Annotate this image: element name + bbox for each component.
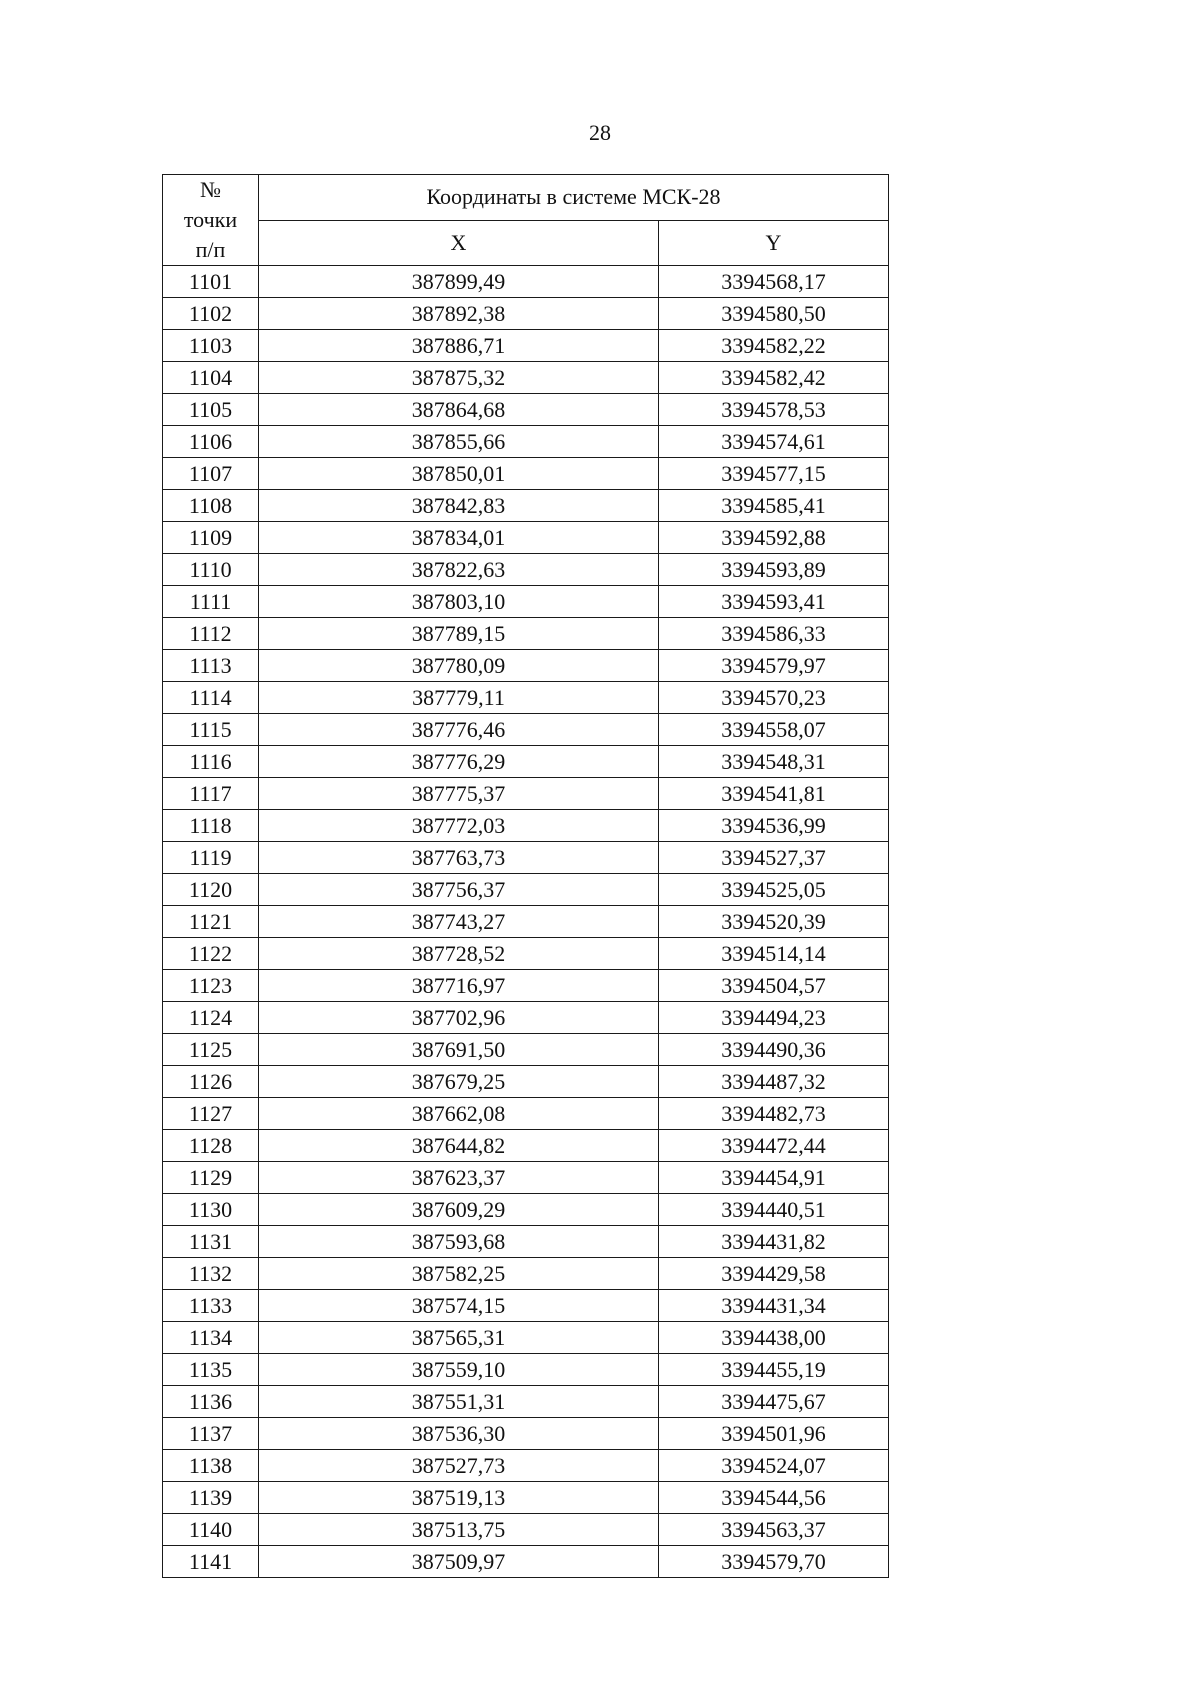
x-coordinate-cell: 387623,37 (259, 1162, 659, 1194)
point-number-cell: 1138 (163, 1450, 259, 1482)
y-coordinate-cell: 3394494,23 (659, 1002, 889, 1034)
y-coordinate-cell: 3394472,44 (659, 1130, 889, 1162)
table-body (163, 266, 889, 1578)
y-coordinate-cell: 3394592,88 (659, 522, 889, 554)
table-row (163, 1418, 889, 1450)
y-coordinate-cell: 3394570,23 (659, 682, 889, 714)
table-row (163, 1162, 889, 1194)
y-column-header: Y (659, 220, 889, 266)
x-coordinate-cell: 387789,15 (259, 618, 659, 650)
point-number-cell: 1101 (163, 266, 259, 298)
y-coordinate-cell: 3394504,57 (659, 970, 889, 1002)
table-row (163, 1514, 889, 1546)
x-coordinate-cell: 387775,37 (259, 778, 659, 810)
point-number-header-line-1: № (200, 177, 221, 202)
y-coordinate-cell: 3394582,42 (659, 362, 889, 394)
x-coordinate-cell: 387850,01 (259, 458, 659, 490)
x-coordinate-cell: 387662,08 (259, 1098, 659, 1130)
x-coordinate-cell: 387776,46 (259, 714, 659, 746)
y-coordinate-cell: 3394578,53 (659, 394, 889, 426)
y-coordinate-cell: 3394579,70 (659, 1546, 889, 1578)
table-row (163, 682, 889, 714)
point-number-cell: 1105 (163, 394, 259, 426)
table-row (163, 1322, 889, 1354)
point-number-cell: 1124 (163, 1002, 259, 1034)
y-coordinate-cell: 3394429,58 (659, 1258, 889, 1290)
y-coordinate-cell: 3394438,00 (659, 1322, 889, 1354)
x-coordinate-cell: 387702,96 (259, 1002, 659, 1034)
x-coordinate-cell: 387822,63 (259, 554, 659, 586)
point-number-cell: 1120 (163, 874, 259, 906)
point-number-cell: 1127 (163, 1098, 259, 1130)
table-row (163, 1002, 889, 1034)
table-row (163, 1098, 889, 1130)
y-coordinate-cell: 3394490,36 (659, 1034, 889, 1066)
table-row (163, 1482, 889, 1514)
table-row (163, 1290, 889, 1322)
point-number-cell: 1128 (163, 1130, 259, 1162)
x-coordinate-cell: 387763,73 (259, 842, 659, 874)
page-number: 28 (589, 120, 611, 145)
table-header-row-1 (163, 175, 889, 221)
point-number-cell: 1125 (163, 1034, 259, 1066)
table-row (163, 1066, 889, 1098)
point-number-cell: 1115 (163, 714, 259, 746)
x-coordinate-cell: 387892,38 (259, 298, 659, 330)
point-number-cell: 1131 (163, 1226, 259, 1258)
point-number-cell: 1110 (163, 554, 259, 586)
point-number-cell: 1122 (163, 938, 259, 970)
y-coordinate-cell: 3394501,96 (659, 1418, 889, 1450)
table-row (163, 458, 889, 490)
x-coordinate-cell: 387780,09 (259, 650, 659, 682)
point-number-cell: 1137 (163, 1418, 259, 1450)
x-column-header: X (259, 220, 659, 266)
y-coordinate-cell: 3394514,14 (659, 938, 889, 970)
y-coordinate-cell: 3394541,81 (659, 778, 889, 810)
point-number-cell: 1141 (163, 1546, 259, 1578)
x-coordinate-cell: 387551,31 (259, 1386, 659, 1418)
y-coordinate-cell: 3394580,50 (659, 298, 889, 330)
table-row (163, 490, 889, 522)
y-coordinate-cell: 3394558,07 (659, 714, 889, 746)
y-coordinate-cell: 3394487,32 (659, 1066, 889, 1098)
x-coordinate-cell: 387875,32 (259, 362, 659, 394)
x-coordinate-cell: 387536,30 (259, 1418, 659, 1450)
y-coordinate-cell: 3394524,07 (659, 1450, 889, 1482)
x-coordinate-cell: 387728,52 (259, 938, 659, 970)
table-row (163, 1130, 889, 1162)
y-coordinate-cell: 3394454,91 (659, 1162, 889, 1194)
x-coordinate-cell: 387803,10 (259, 586, 659, 618)
y-coordinate-cell: 3394536,99 (659, 810, 889, 842)
y-coordinate-cell: 3394482,73 (659, 1098, 889, 1130)
x-coordinate-cell: 387776,29 (259, 746, 659, 778)
table-row (163, 1450, 889, 1482)
x-coordinate-cell: 387834,01 (259, 522, 659, 554)
x-coordinate-cell: 387644,82 (259, 1130, 659, 1162)
x-coordinate-cell: 387743,27 (259, 906, 659, 938)
x-coordinate-cell: 387842,83 (259, 490, 659, 522)
table-row (163, 1194, 889, 1226)
x-coordinate-cell: 387899,49 (259, 266, 659, 298)
x-coordinate-cell: 387679,25 (259, 1066, 659, 1098)
x-coordinate-cell: 387864,68 (259, 394, 659, 426)
table-row (163, 1258, 889, 1290)
y-coordinate-cell: 3394440,51 (659, 1194, 889, 1226)
point-number-cell: 1117 (163, 778, 259, 810)
y-coordinate-cell: 3394577,15 (659, 458, 889, 490)
x-coordinate-cell: 387559,10 (259, 1354, 659, 1386)
y-coordinate-cell: 3394431,34 (659, 1290, 889, 1322)
table-row (163, 810, 889, 842)
table-row (163, 1226, 889, 1258)
table-row (163, 586, 889, 618)
table-row (163, 746, 889, 778)
x-coordinate-cell: 387779,11 (259, 682, 659, 714)
table-row (163, 970, 889, 1002)
table-row (163, 426, 889, 458)
y-coordinate-cell: 3394548,31 (659, 746, 889, 778)
point-number-cell: 1109 (163, 522, 259, 554)
y-coordinate-cell: 3394586,33 (659, 618, 889, 650)
table-row (163, 1386, 889, 1418)
point-number-cell: 1129 (163, 1162, 259, 1194)
y-coordinate-cell: 3394568,17 (659, 266, 889, 298)
table-row (163, 394, 889, 426)
table-row (163, 1034, 889, 1066)
x-coordinate-cell: 387593,68 (259, 1226, 659, 1258)
table-row (163, 266, 889, 298)
x-coordinate-cell: 387855,66 (259, 426, 659, 458)
point-number-cell: 1135 (163, 1354, 259, 1386)
table-row (163, 362, 889, 394)
point-number-cell: 1103 (163, 330, 259, 362)
x-coordinate-cell: 387772,03 (259, 810, 659, 842)
table-row (163, 938, 889, 970)
table-row (163, 874, 889, 906)
point-number-cell: 1112 (163, 618, 259, 650)
point-number-header (163, 175, 259, 266)
point-number-cell: 1134 (163, 1322, 259, 1354)
y-coordinate-cell: 3394431,82 (659, 1226, 889, 1258)
point-number-cell: 1130 (163, 1194, 259, 1226)
x-coordinate-cell: 387527,73 (259, 1450, 659, 1482)
table-row (163, 1354, 889, 1386)
y-coordinate-cell: 3394563,37 (659, 1514, 889, 1546)
coordinate-system-header: Координаты в системе МСК-28 (259, 175, 889, 221)
point-number-cell: 1108 (163, 490, 259, 522)
y-coordinate-cell: 3394593,89 (659, 554, 889, 586)
table-row (163, 714, 889, 746)
x-coordinate-cell: 387509,97 (259, 1546, 659, 1578)
x-coordinate-cell: 387582,25 (259, 1258, 659, 1290)
x-coordinate-cell: 387513,75 (259, 1514, 659, 1546)
y-coordinate-cell: 3394585,41 (659, 490, 889, 522)
point-number-cell: 1139 (163, 1482, 259, 1514)
table-row (163, 330, 889, 362)
x-coordinate-cell: 387716,97 (259, 970, 659, 1002)
point-number-cell: 1113 (163, 650, 259, 682)
table-header (163, 175, 889, 266)
y-coordinate-cell: 3394527,37 (659, 842, 889, 874)
point-number-cell: 1140 (163, 1514, 259, 1546)
table-header-row-2 (163, 220, 889, 266)
table-row (163, 650, 889, 682)
point-number-cell: 1118 (163, 810, 259, 842)
y-coordinate-cell: 3394574,61 (659, 426, 889, 458)
y-coordinate-cell: 3394544,56 (659, 1482, 889, 1514)
point-number-cell: 1123 (163, 970, 259, 1002)
table-row (163, 1546, 889, 1578)
table-row (163, 298, 889, 330)
point-number-cell: 1111 (163, 586, 259, 618)
y-coordinate-cell: 3394475,67 (659, 1386, 889, 1418)
coordinates-table (162, 174, 889, 1578)
y-coordinate-cell: 3394593,41 (659, 586, 889, 618)
point-number-cell: 1116 (163, 746, 259, 778)
x-coordinate-cell: 387574,15 (259, 1290, 659, 1322)
y-coordinate-cell: 3394520,39 (659, 906, 889, 938)
point-number-cell: 1106 (163, 426, 259, 458)
table-row (163, 778, 889, 810)
point-number-cell: 1121 (163, 906, 259, 938)
point-number-cell: 1132 (163, 1258, 259, 1290)
table-row (163, 522, 889, 554)
point-number-header-line-2: точки (183, 207, 238, 232)
x-coordinate-cell: 387609,29 (259, 1194, 659, 1226)
point-number-cell: 1107 (163, 458, 259, 490)
y-coordinate-cell: 3394582,22 (659, 330, 889, 362)
point-number-cell: 1114 (163, 682, 259, 714)
y-coordinate-cell: 3394525,05 (659, 874, 889, 906)
point-number-cell: 1133 (163, 1290, 259, 1322)
point-number-cell: 1102 (163, 298, 259, 330)
x-coordinate-cell: 387756,37 (259, 874, 659, 906)
x-coordinate-cell: 387886,71 (259, 330, 659, 362)
point-number-cell: 1119 (163, 842, 259, 874)
point-number-cell: 1126 (163, 1066, 259, 1098)
x-coordinate-cell: 387519,13 (259, 1482, 659, 1514)
table-row (163, 554, 889, 586)
point-number-cell: 1136 (163, 1386, 259, 1418)
point-number-header-line-3: п/п (195, 237, 226, 262)
table-row (163, 618, 889, 650)
table-row (163, 842, 889, 874)
table-row (163, 906, 889, 938)
y-coordinate-cell: 3394455,19 (659, 1354, 889, 1386)
x-coordinate-cell: 387565,31 (259, 1322, 659, 1354)
y-coordinate-cell: 3394579,97 (659, 650, 889, 682)
x-coordinate-cell: 387691,50 (259, 1034, 659, 1066)
point-number-cell: 1104 (163, 362, 259, 394)
